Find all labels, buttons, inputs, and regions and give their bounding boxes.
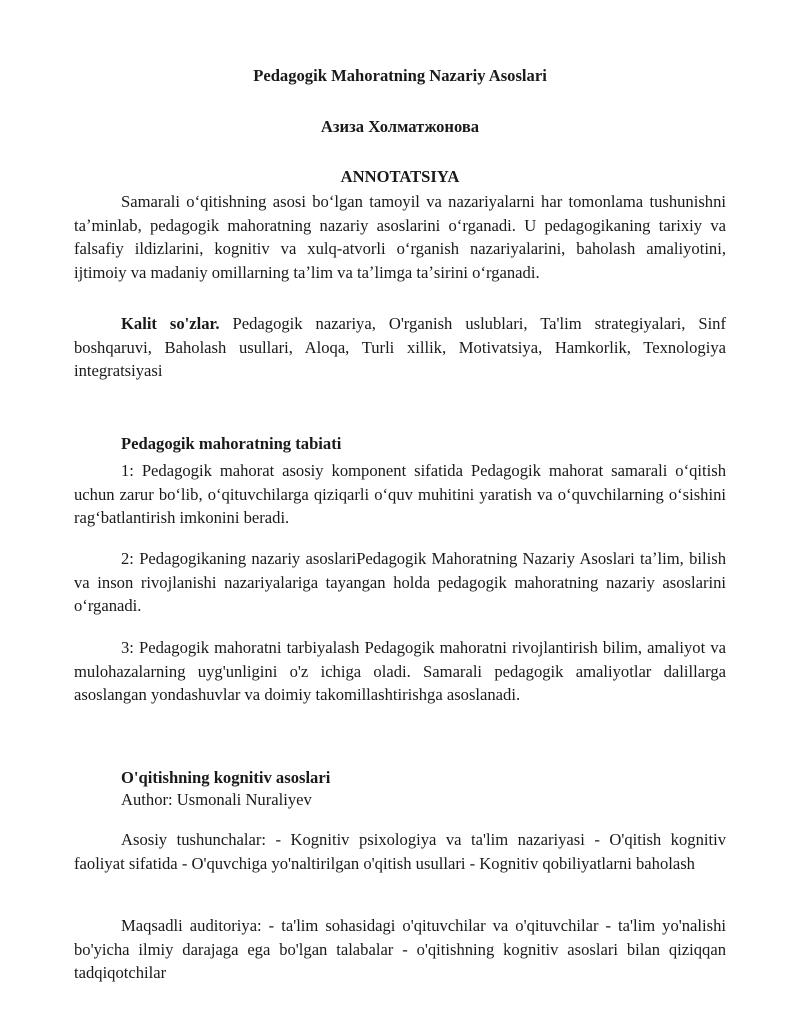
section2-paragraph-1: Asosiy tushunchalar: - Kognitiv psixologiya va ta'lim nazariyasi - O'qitish kognitiv faoliyat sifatida - O'quvchiga yo'naltirilgan o'qitish usullari - Kognitiv qobiliyatlarni baholash: [74, 830, 726, 873]
section1-paragraph-3: 3: Pedagogik mahoratni tarbiyalash Pedagogik mahoratni rivojlantirish bilim, amaliyot va mulohazalarning uyg'unligini o'z ichiga oladi. Samarali pedagogik amaliyotlar dalillarga asoslangan yondashuvlar va doimiy takomillashtirishga asoslanadi.: [74, 638, 726, 705]
section1-paragraph-2: 2: Pedagogikaning nazariy asoslariPedagogik Mahoratning Nazariy Asoslari taʼlim, bilish va inson rivojlanishi nazariyalariga tayangan holda pedagogik mahoratning nazariy asoslarini oʻrganadi.: [74, 549, 726, 616]
annotation-heading: ANNOTATSIYA: [340, 167, 460, 186]
keywords-paragraph: [74, 312, 726, 383]
annotation-text: Samarali oʻqitishning asosi boʻlgan tamoyil va nazariyalarni har tomonlama tushunishni taʼminlab, pedagogik mahoratning nazariy asoslarini oʻrganadi. U pedagogikaning tarixiy va falsafiy ildizlarini, kognitiv va xulq-atvorli oʻrganish nazariyalarini, baholash amaliyotini, ijtimoiy va madaniy omillarning taʼlim va taʼlimga taʼsirini oʻrganadi.: [74, 192, 726, 283]
section-heading-kognitiv-asoslari: O'qitishning kognitiv asoslari: [121, 768, 331, 787]
document-title: Pedagogik Mahoratning Nazariy Asoslari: [253, 66, 547, 85]
keywords-label: Kalit so'zlar.: [121, 314, 220, 333]
section-heading-pedagogik-mahorat: Pedagogik mahoratning tabiati: [121, 434, 342, 453]
keywords-list: Pedagogik nazariya, O'rganish uslublari, Ta'lim strategiyalari, Sinf boshqaruvi, Baholash usullari, Aloqa, Turli xillik, Motivatsiya, Hamkorlik, Texnologiya integratsiyasi: [74, 314, 726, 381]
section2-paragraph-2: Maqsadli auditoriya: - ta'lim sohasidagi o'qituvchilar va o'qituvchilar - ta'lim yo'nalishi bo'yicha ilmiy darajaga ega bo'lgan talabalar - o'qitishning kognitiv asoslari bilan qiziqqan tadqiqotchilar: [74, 916, 726, 983]
section2-author: Author: Usmonali Nuraliyev: [121, 790, 312, 809]
section1-paragraph-1: 1: Pedagogik mahorat asosiy komponent sifatida Pedagogik mahorat samarali oʻqitish uchun zarur boʻlib, oʻqituvchilarga qiziqarli oʻquv muhitini yaratish va oʻquvchilarning oʻsishini ragʻbatlantirish imkonini beradi.: [74, 461, 726, 528]
author-name: Азиза Холматжонова: [320, 117, 480, 136]
